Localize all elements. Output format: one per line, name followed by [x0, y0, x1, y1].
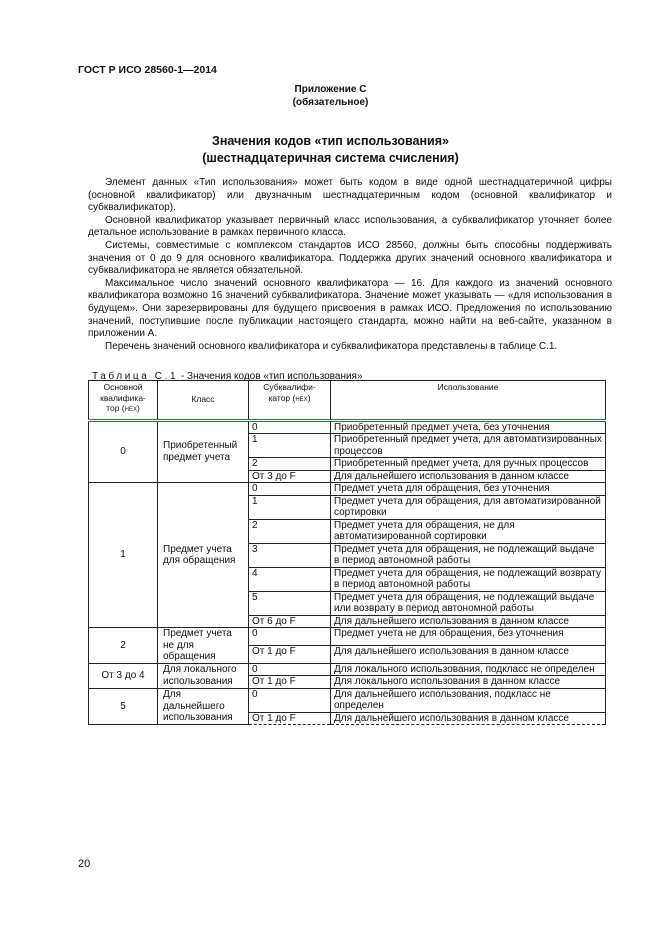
- cell-usage: Для дальнейшего использования в данном классе: [331, 645, 606, 663]
- cell-sub-qualifier: 1: [249, 434, 331, 458]
- cell-class: Предмет учета для обращения: [158, 483, 249, 628]
- cell-sub-qualifier: 4: [249, 567, 331, 591]
- body-text: [88, 177, 612, 353]
- cell-class: Приобретенный предмет учета: [158, 420, 249, 483]
- cell-sub-qualifier: От 3 до F: [249, 470, 331, 483]
- table-row: [89, 688, 606, 712]
- header-main-line1: Основной: [103, 382, 143, 392]
- header-usage: Использование: [331, 381, 606, 421]
- header-sub-hex: HEX: [295, 396, 308, 403]
- cell-usage: Для дальнейшего использования в данном классе: [331, 712, 606, 725]
- cell-usage: Предмет учета для обращения, не подлежащий выдаче в период автономной работы: [331, 543, 606, 567]
- cell-main-qualifier: 0: [89, 420, 158, 483]
- cell-sub-qualifier: От 1 до F: [249, 676, 331, 689]
- cell-usage: Для дальнейшего использования в данном классе: [331, 615, 606, 628]
- cell-sub-qualifier: 2: [249, 519, 331, 543]
- cell-sub-qualifier: От 1 до F: [249, 712, 331, 725]
- header-class: Класс: [158, 381, 249, 421]
- cell-class: Предмет учета не для обращения: [158, 628, 249, 664]
- table-row: [89, 483, 606, 496]
- cell-sub-qualifier: 0: [249, 628, 331, 646]
- cell-sub-qualifier: 5: [249, 591, 331, 615]
- cell-usage: Предмет учета для обращения, не подлежащий возврату в период автономной работы: [331, 567, 606, 591]
- page-number: 20: [78, 858, 91, 870]
- header-main-hex: HEX: [124, 407, 137, 413]
- header-main-line2: квалифика-: [100, 392, 146, 403]
- cell-usage: Предмет учета для обращения, без уточнения: [331, 483, 606, 496]
- table-header-row: [89, 381, 606, 421]
- cell-class: Для локального использования: [158, 663, 249, 688]
- cell-usage: Приобретенный предмет учета, для ручных процессов: [331, 458, 606, 471]
- table-caption-label: Таблица С.1: [92, 371, 179, 382]
- table-row: [89, 628, 606, 646]
- document-header: ГОСТ Р ИСО 28560-1—2014: [78, 64, 217, 76]
- section-title: [0, 133, 661, 167]
- appendix-status: (обязательное): [292, 97, 369, 108]
- paragraph: Максимальное число значений основного квалификатора — 16. Для каждого из значений основного квалификатора возможно 16 значений субквалификатора. Значение может указывать — «для использования в будущем». Они зарезервированы для будущего присвоения в рамках ИСО. Предложения по использованию значений, поступившие после публикации настоящего стандарта, можно найти на веб-сайте, указанном в приложении А.: [88, 277, 612, 340]
- usage-codes-table: [88, 380, 606, 725]
- header-main-line3: тор (: [106, 403, 125, 413]
- cell-usage: Предмет учета для обращения, не для автоматизированной сортировки: [331, 519, 606, 543]
- table-row: [89, 663, 606, 676]
- header-main-qualifier: [89, 381, 158, 421]
- cell-main-qualifier: 2: [89, 628, 158, 664]
- header-sub-line2-end: ): [307, 392, 311, 403]
- cell-sub-qualifier: 0: [249, 420, 331, 434]
- header-main-line3-end: ): [136, 403, 140, 413]
- paragraph: Основной квалификатор указывает первичный класс использования, а субквалификатор уточняет более детальное использование в рамках первичного класса.: [88, 214, 612, 239]
- cell-usage: Приобретенный предмет учета, для автоматизированных процессов: [331, 434, 606, 458]
- cell-usage: Для дальнейшего использования в данном классе: [331, 470, 606, 483]
- header-sub-qualifier: [249, 381, 331, 421]
- table-caption-text: - Значения кодов «тип использования»: [178, 371, 363, 382]
- header-sub-line2: катор (: [268, 392, 296, 403]
- paragraph: Перечень значений основного квалификатора и субквалификатора представлены в таблице С.1.: [105, 340, 558, 352]
- cell-usage: Приобретенный предмет учета, без уточнения: [331, 420, 606, 434]
- cell-main-qualifier: 5: [89, 688, 158, 725]
- cell-sub-qualifier: 0: [249, 688, 331, 712]
- header-sub-line1: Субквалифи-: [263, 382, 316, 392]
- cell-main-qualifier: 1: [89, 483, 158, 628]
- cell-usage: Для локального использования, подкласс не определен: [331, 663, 606, 676]
- table-row: [89, 420, 606, 434]
- table-body: [89, 420, 606, 725]
- cell-usage: Предмет учета для обращения, не подлежащий выдаче или возврату в период автономной работы: [331, 591, 606, 615]
- cell-usage: Предмет учета не для обращения, без уточнения: [331, 628, 606, 646]
- cell-sub-qualifier: 0: [249, 483, 331, 496]
- cell-sub-qualifier: 2: [249, 458, 331, 471]
- cell-sub-qualifier: 1: [249, 495, 331, 519]
- appendix-title: Приложение С: [294, 84, 367, 95]
- cell-usage: Для дальнейшего использования, подкласс не определен: [331, 688, 606, 712]
- section-title-line2: (шестнадцатеричная система счисления): [202, 151, 459, 165]
- cell-class: Для дальнейшего использования: [158, 688, 249, 725]
- cell-usage: Для локального использования в данном классе: [331, 676, 606, 689]
- cell-sub-qualifier: 0: [249, 663, 331, 676]
- paragraph: Элемент данных «Тип использования» может быть кодом в виде одной шестнадцатеричной цифры (основной квалификатор) или двузначным шестнадцатеричным кодом (основной квалификатор и субквалификатор).: [88, 177, 612, 214]
- paragraph: Системы, совместимые с комплексом стандартов ИСО 28560, должны быть способны поддерживать значения от 0 до 9 для основного квалификатора. Поддержка других значений основного квалификатора и субквалификатора не является обязательной.: [88, 239, 612, 277]
- cell-sub-qualifier: 3: [249, 543, 331, 567]
- cell-main-qualifier: От 3 до 4: [89, 663, 158, 688]
- cell-usage: Предмет учета для обращения, для автоматизированной сортировки: [331, 495, 606, 519]
- section-title-line1: Значения кодов «тип использования»: [212, 134, 449, 148]
- cell-sub-qualifier: От 1 до F: [249, 645, 331, 663]
- cell-sub-qualifier: От 6 до F: [249, 615, 331, 628]
